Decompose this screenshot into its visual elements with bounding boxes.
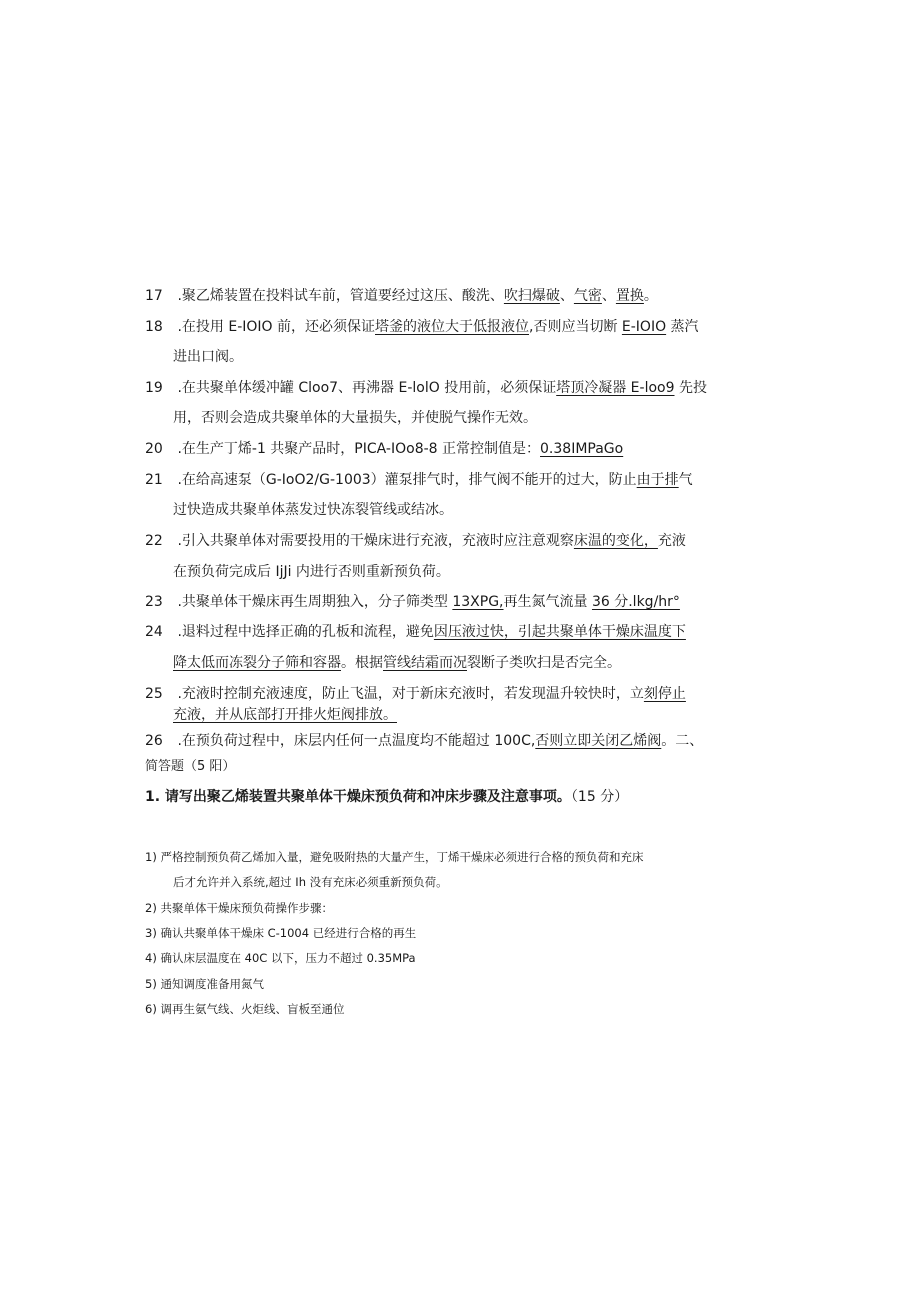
question-number: 19 xyxy=(145,380,163,396)
answer-text: 共聚单体干燥床预负荷操作步骤： xyxy=(160,901,333,915)
question-text: .在给高速泵（G-IoO2/G-1003）灌泵排气时，排气阀不能开的过大，防止 xyxy=(173,472,637,488)
question-number: 20 xyxy=(145,441,163,457)
question-20 xyxy=(145,439,623,459)
answer-text: 确认床层温度在 40C 以下，压力不超过 0.35MPa xyxy=(160,951,416,965)
answer-line-5 xyxy=(145,976,264,992)
question-text: 先投 xyxy=(674,380,707,396)
question-text: .引入共聚单体对需要投用的干燥床进行充液，充液时应注意观察 xyxy=(173,533,574,549)
answer-blank: 否则立即关闭乙烯阀 xyxy=(535,733,662,749)
question-text: .在投用 E-IOIO 前，还必须保证 xyxy=(173,319,375,335)
question-number: 18 xyxy=(145,319,163,335)
question-22 xyxy=(145,531,686,551)
answer-text: 后才允许并入系统,超过 Ih 没有充床必须重新预负荷。 xyxy=(173,875,448,889)
question-24-line2 xyxy=(173,653,621,673)
essay-question-1 xyxy=(145,787,628,807)
answer-blank: 塔顶冷凝器 E-loo9 xyxy=(556,380,675,396)
answer-line-1 xyxy=(145,849,643,865)
question-number: 17 xyxy=(145,288,163,304)
answer-text: 严格控制预负荷乙烯加入量，避免吸附热的大量产生，丁烯干燥床必须进行合格的预负荷和充床 xyxy=(160,850,644,864)
question-text: 。二、 xyxy=(661,733,704,749)
answer-text: 通知调度准备用氮气 xyxy=(160,977,264,991)
answer-number: 4) xyxy=(145,951,157,965)
answer-blank: 因压液过快，引起共聚单体干燥床温度下 xyxy=(433,624,686,640)
answer-blank: 0.38IMPaGo xyxy=(540,441,624,457)
question-text: .充液时控制充液速度，防止飞温，对于新床充液时，若发现温升较快时，立 xyxy=(173,686,644,702)
question-18 xyxy=(145,317,699,337)
answer-blank: 13XPG, xyxy=(452,594,504,610)
answer-text: 确认共聚单体干燥床 C-1004 已经进行合格的再生 xyxy=(160,926,417,940)
answer-blank: 管线结霜而况 xyxy=(383,655,467,671)
question-text: 蒸汽 xyxy=(666,319,699,335)
question-text: .退料过程中选择正确的孔板和流程，避免 xyxy=(173,624,434,640)
question-text: .共聚单体干燥床再生周期独入，分子筛类型 xyxy=(173,594,453,610)
answer-blank: 36 分.lkg/hr° xyxy=(591,594,680,610)
question-number: 24 xyxy=(145,624,163,640)
essay-question-text: 1. 请写出聚乙烯装置共聚单体干燥床预负荷和冲床步骤及注意事项。 xyxy=(145,789,571,805)
question-text: 、 xyxy=(601,288,616,304)
answer-blank: 床温的变化， xyxy=(573,533,658,549)
question-25 xyxy=(145,684,686,704)
question-number: 22 xyxy=(145,533,163,549)
question-text: 充液 xyxy=(657,533,686,549)
question-23 xyxy=(145,592,680,612)
question-number: 25 xyxy=(145,686,163,702)
question-number: 26 xyxy=(145,733,163,749)
answer-blank: 吹扫爆破 xyxy=(503,288,560,304)
question-text: 。 xyxy=(643,288,658,304)
question-24 xyxy=(145,622,686,642)
answer-line-6 xyxy=(145,1001,344,1017)
answer-blank: 充液，并从底部打开排火炬阀排放。 xyxy=(173,707,397,723)
section-title: 简答题（5 阳） xyxy=(145,759,236,774)
answer-line-4 xyxy=(145,950,416,966)
answer-blank: 刻停止 xyxy=(643,686,686,702)
answer-number: 5) xyxy=(145,977,157,991)
question-19 xyxy=(145,378,707,398)
question-25-line2 xyxy=(173,705,397,725)
question-text: .聚乙烯装置在投料试车前，管道要经过这压、酸洗、 xyxy=(173,288,504,304)
essay-question-score: （15 分） xyxy=(570,789,629,805)
question-text: 气 xyxy=(678,472,693,488)
question-text: .在预负荷过程中，床层内任何一点温度均不能超过 100C, xyxy=(173,733,536,749)
question-text: 。根据 xyxy=(341,655,383,671)
question-18-line2: 进出口阀。 xyxy=(173,349,243,365)
answer-line-3 xyxy=(145,925,416,941)
answer-blank: 降太低而冻裂分子筛和容器 xyxy=(173,655,341,671)
answer-blank: 由于排 xyxy=(636,472,679,488)
answer-blank: 置换 xyxy=(615,288,644,304)
question-21 xyxy=(145,470,693,490)
question-text: 、 xyxy=(559,288,574,304)
question-26 xyxy=(145,731,703,751)
answer-number: 1) xyxy=(145,850,157,864)
question-text: ,否则应当切断 xyxy=(529,319,622,335)
answer-text: 调再生氨气线、火炬线、盲板至通位 xyxy=(160,1002,345,1016)
question-text: .在共聚单体缓冲罐 Cloo7、再沸器 E-lolO 投用前，必须保证 xyxy=(173,380,557,396)
answer-number: 6) xyxy=(145,1002,157,1016)
question-22-line2: 在预负荷完成后 IjJi 内进行否则重新预负荷。 xyxy=(173,564,450,580)
answer-line-2 xyxy=(145,900,333,916)
question-19-line2: 用，否则会造成共聚单体的大量损失，并使脱气操作无效。 xyxy=(173,410,537,426)
question-number: 23 xyxy=(145,594,163,610)
answer-blank: 气密 xyxy=(573,288,602,304)
answer-line-1-cont xyxy=(173,874,448,890)
answer-blank: E-IOIO xyxy=(621,319,667,335)
question-17 xyxy=(145,286,658,306)
question-text: 再生氮气流量 xyxy=(503,594,592,610)
answer-blank: 塔釜的液位大于低报液位 xyxy=(375,319,529,335)
question-text: 裂断子类吹扫是否完全。 xyxy=(467,655,621,671)
question-text: .在生产丁烯-1 共聚产品时，PICA-IOo8-8 正常控制值是： xyxy=(173,441,541,457)
question-21-line2: 过快造成共聚单体蒸发过快冻裂管线或结冰。 xyxy=(173,502,453,518)
answer-number: 3) xyxy=(145,926,157,940)
answer-number: 2) xyxy=(145,901,157,915)
question-number: 21 xyxy=(145,472,163,488)
